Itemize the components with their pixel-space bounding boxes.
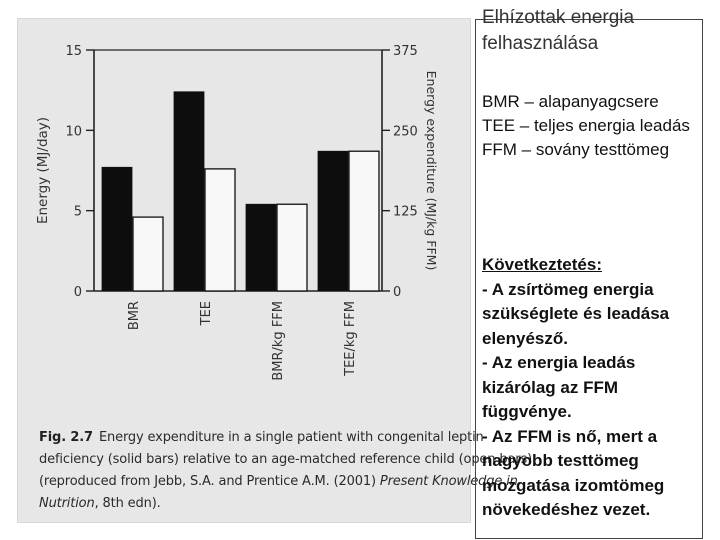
- y-tick-label-left: 15: [65, 44, 82, 59]
- caption-line-4: [39, 493, 469, 515]
- caption-tail: , 8th edn).: [94, 496, 161, 511]
- definitions-list: [482, 90, 702, 162]
- bar-open: [205, 169, 235, 291]
- conclusion-block: [482, 253, 697, 523]
- y-tick-label-right: 125: [393, 204, 418, 220]
- conclusion-point-1: - A zsírtömeg energia szükséglete és leadása elenyésző.: [482, 279, 670, 348]
- definition-ffm: FFM – sovány testtömeg: [482, 140, 670, 159]
- bar-solid: [318, 151, 348, 291]
- x-tick-label: TEE/kg FFM: [343, 301, 358, 376]
- caption-line-3: [39, 471, 518, 493]
- caption-line-2: deficiency (solid bars) relative to an age-matched reference child (open bars): [39, 452, 533, 467]
- definition-bmr: BMR – alapanyagcsere: [482, 92, 659, 111]
- y-tick-label-right: 250: [393, 124, 418, 140]
- y-tick-label-right: 0: [393, 285, 402, 300]
- conclusion-title: Következtetés:: [482, 255, 602, 274]
- slide-heading: Elhízottak energia felhasználása: [482, 7, 635, 54]
- chart-bars: [102, 92, 379, 291]
- figure-caption: [39, 427, 533, 515]
- bar-solid: [246, 204, 276, 291]
- y-tick-label-right: 375: [393, 44, 418, 59]
- caption-text-3: (reproduced from Jebb, S.A. and Prentice A.M. (2001): [39, 474, 376, 489]
- y-tick-label-left: 10: [65, 124, 82, 140]
- bar-open: [133, 217, 163, 291]
- caption-line-1: [39, 427, 484, 449]
- definition-tee: TEE – teljes energia leadás: [482, 116, 690, 135]
- caption-italic-2: Nutrition: [39, 496, 95, 511]
- y-tick-label-left: 0: [73, 285, 82, 300]
- conclusion-point-3: - Az FFM is nő, mert a nagyobb testtömeg mozgatása izomtömeg növekedéshez vezet.: [482, 426, 665, 519]
- x-tick-label: BMR: [127, 301, 142, 331]
- x-tick-label: TEE: [199, 301, 214, 326]
- conclusion-point-2: - Az energia leadás kizárólag az FFM függvénye.: [482, 353, 636, 421]
- bar-open: [349, 151, 379, 291]
- scanned-figure: [17, 18, 533, 523]
- caption-text-1: Energy expenditure in a single patient with congenital leptin: [98, 430, 484, 445]
- caption-label: Fig. 2.7: [39, 430, 93, 445]
- x-tick-label: BMR/kg FFM: [271, 301, 286, 381]
- bar-solid: [102, 167, 132, 291]
- y-tick-label-left: 5: [73, 204, 82, 220]
- caption-italic-1: Present Knowledge in: [379, 474, 518, 489]
- y-axis-title-right: Energy expenditure (MJ/kg FFM): [424, 70, 439, 271]
- bar-open: [277, 204, 307, 291]
- bar-solid: [174, 92, 204, 291]
- y-axis-title-left: Energy (MJ/day): [35, 116, 51, 225]
